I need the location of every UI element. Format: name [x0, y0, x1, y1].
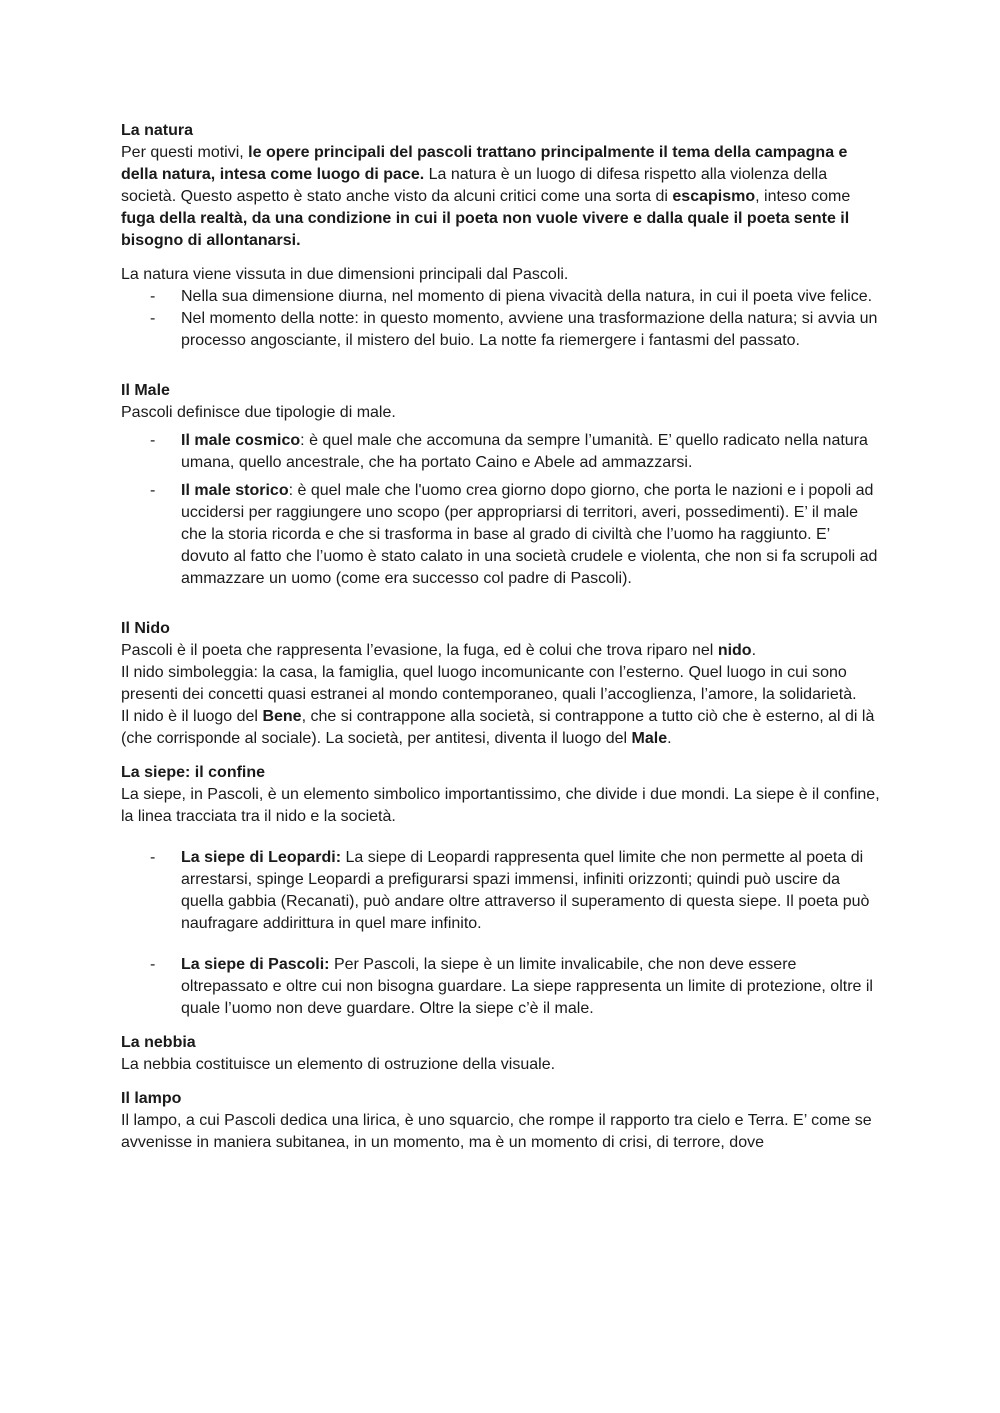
list-item: - La siepe di Leopardi: La siepe di Leopardi rappresenta quel limite che non permette al poeta di arrestarsi, spinge Leopardi a prefigurarsi spazi immensi, infiniti orizzonti; quindi può uscire da quella gabbia (Recanati), può andare oltre attraverso il superamento di questa siepe. Il poeta può naufragare addirittura in quel mare infinito.	[121, 847, 881, 935]
nido-line-3: Il nido è il luogo del Bene, che si contrappone alla società, si contrappone a tutto ciò che è esterno, al di là (che corrisponde al sociale). La società, per antitesi, diventa il luogo del Male.	[121, 708, 875, 747]
male-list	[121, 430, 881, 590]
natura-list	[121, 286, 881, 352]
list-item: - Nella sua dimensione diurna, nel momento di piena vivacità della natura, in cui il poeta vive felice.	[121, 286, 881, 308]
list-item: - Il male storico: è quel male che l'uomo crea giorno dopo giorno, che porta le nazioni e i popoli ad uccidersi per raggiungere uno scopo (per appropriarsi di territori, averi, possedimenti). E’ il male che la storia ricorda e che si trasforma in base al grado di civiltà che l’uomo ha raggiunto. E’ dovuto al fatto che l’uomo è stato calato in una società crudele e violenta, che non si fa scrupoli ad ammazzare un uomo (come era successo col padre di Pascoli).	[121, 480, 881, 590]
siepe-intro: La siepe, in Pascoli, è un elemento simbolico importantissimo, che divide i due mondi. La siepe è il confine, la linea tracciata tra il nido e la società.	[121, 786, 880, 825]
male-intro: Pascoli definisce due tipologie di male.	[121, 404, 396, 421]
list-item: - La siepe di Pascoli: Per Pascoli, la siepe è un limite invalicabile, che non deve essere oltrepassato e oltre cui non bisogna guardare. La siepe rappresenta un limite di protezione, oltre il quale l’uomo non deve guardare. Oltre la siepe c’è il male.	[121, 954, 881, 1020]
heading-il-nido: Il Nido	[121, 620, 170, 637]
heading-il-male: Il Male	[121, 382, 170, 399]
nido-line-2: Il nido simboleggia: la casa, la famiglia, quel luogo incomunicante con l’esterno. Quel luogo in cui sono presenti dei concetti quasi estranei al mondo contemporaneo, quali l’accoglienza, l’amore, la solidarietà.	[121, 664, 857, 703]
heading-la-natura: La natura	[121, 122, 194, 139]
document-body	[121, 120, 881, 1154]
heading-il-lampo: Il lampo	[121, 1090, 182, 1107]
list-item: - Il male cosmico: è quel male che accomuna da sempre l’umanità. E’ quello radicato nella natura umana, quello ancestrale, che ha portato Caino e Abele ad ammazzarsi.	[121, 430, 881, 474]
siepe-list-pascoli	[121, 954, 881, 1020]
natura-intro: La natura viene vissuta in due dimensioni principali dal Pascoli.	[121, 266, 569, 283]
heading-la-nebbia: La nebbia	[121, 1034, 196, 1051]
nido-line-1: Pascoli è il poeta che rappresenta l’evasione, la fuga, ed è colui che trova riparo nel nido.	[121, 642, 757, 659]
natura-paragraph: Per questi motivi, le opere principali del pascoli trattano principalmente il tema della campagna e della natura, intesa come luogo di pace. La natura è un luogo di difesa rispetto alla violenza della società. Questo aspetto è stato anche visto da alcuni critici come una sorta di escapismo, inteso come fuga della realtà, da una condizione in cui il poeta non vuole vivere e dalla quale il poeta sente il bisogno di allontanarsi.	[121, 144, 851, 249]
heading-la-siepe: La siepe: il confine	[121, 764, 266, 781]
siepe-list-leopardi	[121, 847, 881, 935]
nebbia-text: La nebbia costituisce un elemento di ostruzione della visuale.	[121, 1056, 556, 1073]
list-item: - Nel momento della notte: in questo momento, avviene una trasformazione della natura; si avvia un processo angosciante, il mistero del buio. La notte fa riemergere i fantasmi del passato.	[121, 308, 881, 352]
lampo-text: Il lampo, a cui Pascoli dedica una lirica, è uno squarcio, che rompe il rapporto tra cielo e Terra. E’ come se avvenisse in maniera subitanea, in un momento, ma è un momento di crisi, di terrore, dove	[121, 1112, 872, 1151]
